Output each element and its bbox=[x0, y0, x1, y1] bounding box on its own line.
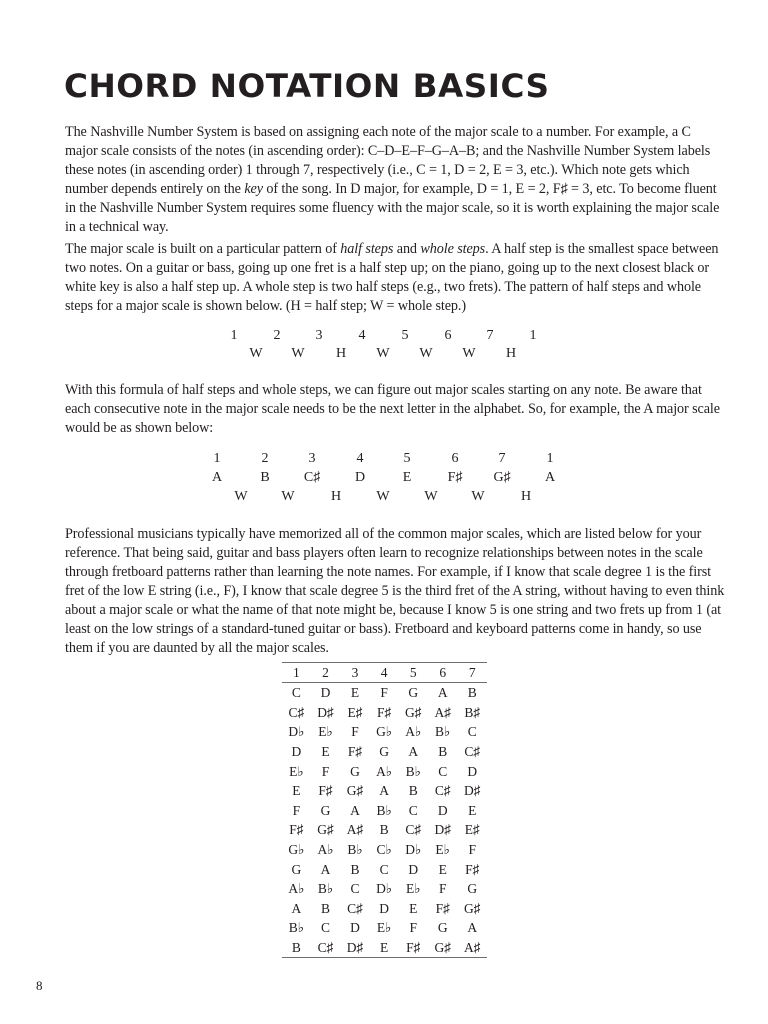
table-cell: G♭ bbox=[288, 842, 305, 858]
table-cell: B♭ bbox=[405, 763, 421, 779]
column-header: 6 bbox=[428, 663, 457, 683]
table-cell: E bbox=[350, 685, 360, 701]
table-cell: D♯ bbox=[346, 940, 364, 956]
table-cell: E bbox=[468, 802, 477, 818]
step: W bbox=[376, 489, 390, 504]
table-cell: D bbox=[379, 900, 389, 916]
degree: 4 bbox=[358, 328, 366, 343]
table-cell: C♯ bbox=[405, 822, 422, 838]
a-major-intro-paragraph: With this formula of half steps and whole steps, we can figure out major scales starting on any note. Be aware that each consecutive note in the major scale needs to be the next letter in the alphabet. So, for example, the A major scale would be as shown below: bbox=[65, 382, 720, 436]
table-cell: C bbox=[438, 763, 448, 779]
table-cell: A♯ bbox=[346, 822, 364, 838]
table-row bbox=[282, 761, 487, 781]
intro-text-1: The Nashville Number System is based on assigning each note of the major scale to a number. For example, a C major scale consists of the notes (in ascending order): C–D–E–F–G–A–B; and the Nashville Number System labels these notes (in ascending order) 1 through 7, respectively (i.e., C = 1, D = 2, E = 3, etc.). Which note gets which number depends entirely on the bbox=[65, 124, 711, 197]
table-cell: G bbox=[408, 685, 419, 701]
step: W bbox=[419, 346, 433, 361]
table-cell: B♭ bbox=[435, 724, 451, 740]
major-scales-table bbox=[282, 662, 487, 958]
table-cell: E bbox=[292, 783, 301, 799]
note: C♯ bbox=[303, 470, 321, 485]
table-cell: F bbox=[409, 920, 418, 936]
table-cell: E bbox=[409, 900, 418, 916]
step: W bbox=[291, 346, 305, 361]
table-cell: G bbox=[350, 763, 360, 779]
table-row bbox=[282, 742, 487, 762]
note: B bbox=[260, 470, 270, 485]
step: W bbox=[424, 489, 438, 504]
table-cell: G bbox=[320, 802, 331, 818]
table-cell: E♭ bbox=[435, 842, 451, 858]
table-cell: A♯ bbox=[463, 940, 481, 956]
table-cell: B bbox=[408, 783, 418, 799]
table-cell: F bbox=[351, 724, 359, 740]
table-cell: E♭ bbox=[318, 724, 333, 740]
table-cell: D bbox=[350, 920, 360, 936]
step: W bbox=[249, 346, 263, 361]
table-cell: D♭ bbox=[288, 724, 305, 740]
table-cell: G♯ bbox=[463, 900, 481, 916]
step: H bbox=[520, 489, 532, 504]
table-cell: E bbox=[438, 861, 447, 877]
note: F♯ bbox=[447, 470, 463, 485]
column-header: 4 bbox=[370, 663, 399, 683]
table-row bbox=[282, 840, 487, 860]
table-cell: B♭ bbox=[317, 881, 334, 897]
degree: 4 bbox=[356, 451, 364, 466]
table-cell: E♭ bbox=[376, 920, 392, 936]
table-cell: B bbox=[438, 744, 448, 760]
degree: 6 bbox=[451, 451, 459, 466]
step: W bbox=[281, 489, 295, 504]
table-cell: F♯ bbox=[465, 861, 480, 877]
table-cell: D♯ bbox=[463, 783, 481, 799]
table-cell: D♯ bbox=[434, 822, 451, 838]
table-cell: A bbox=[320, 861, 331, 877]
note: A bbox=[211, 470, 223, 485]
table-cell: E bbox=[321, 744, 330, 760]
table-cell: C♯ bbox=[464, 744, 481, 760]
table-cell: F♯ bbox=[406, 940, 421, 956]
table-row bbox=[282, 879, 487, 899]
table-cell: E♯ bbox=[464, 822, 480, 838]
degree: 1 bbox=[213, 451, 221, 466]
table-cell: F bbox=[321, 763, 330, 779]
table-cell: F♯ bbox=[377, 704, 392, 720]
table-row bbox=[282, 683, 487, 703]
table-cell: E♭ bbox=[289, 763, 304, 779]
table-cell: B♭ bbox=[288, 920, 305, 936]
column-header: 7 bbox=[457, 663, 487, 683]
degree: 7 bbox=[486, 328, 494, 343]
table-cell: A bbox=[437, 685, 448, 701]
steps-text-1: The major scale is built on a particular pattern of bbox=[65, 241, 341, 257]
whole-steps-emphasis: whole steps bbox=[420, 241, 486, 257]
table-cell: G♯ bbox=[405, 704, 422, 720]
table-cell: B bbox=[321, 900, 331, 916]
column-header: 3 bbox=[340, 663, 369, 683]
table-row bbox=[282, 820, 487, 840]
table-cell: A bbox=[379, 783, 389, 799]
table-cell: C bbox=[321, 920, 331, 936]
table-cell: B bbox=[467, 685, 477, 701]
table-header-row bbox=[282, 663, 487, 683]
table-cell: G bbox=[467, 881, 478, 897]
table-cell: D bbox=[467, 763, 478, 779]
table-cell: D bbox=[291, 744, 302, 760]
table-cell: C♯ bbox=[317, 940, 334, 956]
table-row bbox=[282, 899, 487, 919]
table-cell: A♯ bbox=[434, 704, 451, 720]
table-cell: G bbox=[291, 861, 302, 877]
intro-paragraph bbox=[65, 123, 725, 237]
step: W bbox=[462, 346, 476, 361]
table-cell: C bbox=[379, 861, 389, 877]
table-cell: C bbox=[291, 685, 301, 701]
table-cell: A bbox=[291, 900, 302, 916]
note: E bbox=[402, 470, 412, 485]
table-cell: G♯ bbox=[346, 783, 364, 799]
table-cell: G♯ bbox=[434, 940, 451, 956]
degree: 5 bbox=[401, 328, 409, 343]
table-row bbox=[282, 722, 487, 742]
step: W bbox=[376, 346, 390, 361]
degree: 2 bbox=[261, 451, 269, 466]
table-cell: F♯ bbox=[347, 744, 363, 760]
degree: 1 bbox=[230, 328, 238, 343]
table-cell: G♯ bbox=[317, 822, 334, 838]
page-title: CHORD NOTATION BASICS bbox=[64, 67, 550, 105]
step: H bbox=[335, 346, 347, 361]
table-cell: A♭ bbox=[405, 724, 422, 740]
table-cell: B bbox=[350, 861, 360, 877]
table-cell: C bbox=[350, 881, 360, 897]
column-header: 5 bbox=[399, 663, 428, 683]
degree: 7 bbox=[498, 451, 506, 466]
table-cell: D♭ bbox=[376, 881, 393, 897]
table-cell: F bbox=[292, 802, 301, 818]
table-cell: C♭ bbox=[376, 842, 392, 858]
table-cell: A♭ bbox=[288, 881, 305, 897]
half-steps-emphasis: half steps bbox=[340, 241, 394, 257]
table-cell: C♯ bbox=[347, 900, 363, 916]
table-cell: G♭ bbox=[376, 724, 393, 740]
table-cell: D♯ bbox=[317, 704, 334, 720]
table-cell: D bbox=[408, 861, 419, 877]
table-cell: E bbox=[380, 940, 389, 956]
table-cell: A♭ bbox=[376, 763, 393, 779]
degree: 1 bbox=[546, 451, 554, 466]
steps-text-2: and bbox=[393, 241, 421, 257]
table-cell: F♯ bbox=[318, 783, 333, 799]
table-row bbox=[282, 781, 487, 801]
table-cell: B♯ bbox=[464, 704, 481, 720]
column-header: 1 bbox=[282, 663, 311, 683]
table-body bbox=[282, 683, 487, 958]
steps-paragraph bbox=[65, 240, 725, 316]
table-cell: D bbox=[437, 802, 448, 818]
degree: 3 bbox=[315, 328, 323, 343]
table-cell: B bbox=[379, 822, 389, 838]
note: G♯ bbox=[493, 470, 511, 485]
table-row bbox=[282, 938, 487, 958]
table-cell: B♭ bbox=[376, 802, 392, 818]
table-cell: F♯ bbox=[289, 822, 304, 838]
step: H bbox=[330, 489, 342, 504]
table-row bbox=[282, 918, 487, 938]
degree: 6 bbox=[444, 328, 452, 343]
table-cell: C bbox=[467, 724, 477, 740]
table-row bbox=[282, 703, 487, 723]
column-header: 2 bbox=[311, 663, 340, 683]
steps-text-3: . A half step is the smallest space between two notes. On a guitar or bass, going up one fret is a half step up; on the piano, going up to the next closest black or white key is also a half step up. A whole step is two half steps (e.g., two frets). The pattern of half steps and whole steps for a major scale is shown below. (H = half step; W = whole step.) bbox=[65, 241, 719, 314]
table-cell: D♭ bbox=[405, 842, 422, 858]
memorization-paragraph: Professional musicians typically have memorized all of the common major scales, which are listed below for your reference. That being said, guitar and bass players often learn to recognize relationships between notes in the scale through fretboard patterns rather than learning the note names. For example, if I know that scale degree 1 is the first fret of the low E string (i.e., F), I know that scale degree 5 is the third fret of the A string, without having to even think about a major scale or what the name of that note might be, because I know 5 is one string and two frets up from 1 (at least on the low strings of a standard-tuned guitar or bass). Fretboard and keyboard patterns come in handy, so use them if you are daunted by all the major scales. bbox=[65, 526, 725, 656]
table-cell: E♯ bbox=[347, 704, 363, 720]
degree: 3 bbox=[308, 451, 316, 466]
degree: 5 bbox=[403, 451, 411, 466]
table-cell: A♭ bbox=[317, 842, 334, 858]
table-cell: F♯ bbox=[435, 900, 450, 916]
key-emphasis: key bbox=[244, 181, 263, 197]
table-cell: B bbox=[291, 940, 301, 956]
table-cell: F bbox=[380, 685, 388, 701]
table-cell: A bbox=[408, 744, 419, 760]
table-cell: C♯ bbox=[288, 704, 305, 720]
step: W bbox=[471, 489, 485, 504]
degree: 2 bbox=[273, 328, 281, 343]
table-cell: C bbox=[408, 802, 418, 818]
table-cell: F bbox=[468, 842, 476, 858]
step: W bbox=[234, 489, 248, 504]
table-cell: D bbox=[320, 685, 331, 701]
note: A bbox=[544, 470, 556, 485]
table-row bbox=[282, 801, 487, 821]
intro-text-2: of the song. In D major, for example, D = 1, E = 2, F♯ = 3, etc. To become fluent in the Nashville Number System requires some fluency with the major scale, so it is worth explaining the major scale in a technical way. bbox=[65, 181, 720, 235]
step: H bbox=[505, 346, 517, 361]
table-row bbox=[282, 859, 487, 879]
table-cell: B♭ bbox=[347, 842, 363, 858]
table-cell: G bbox=[379, 744, 389, 760]
note: D bbox=[354, 470, 366, 485]
table-cell: E♭ bbox=[405, 881, 421, 897]
table-cell: F bbox=[438, 881, 447, 897]
table-cell: G bbox=[437, 920, 448, 936]
table-cell: A bbox=[350, 802, 360, 818]
table-cell: C♯ bbox=[434, 783, 451, 799]
page-number: 8 bbox=[36, 978, 43, 993]
degree: 1 bbox=[529, 328, 537, 343]
table-cell: A bbox=[467, 920, 478, 936]
